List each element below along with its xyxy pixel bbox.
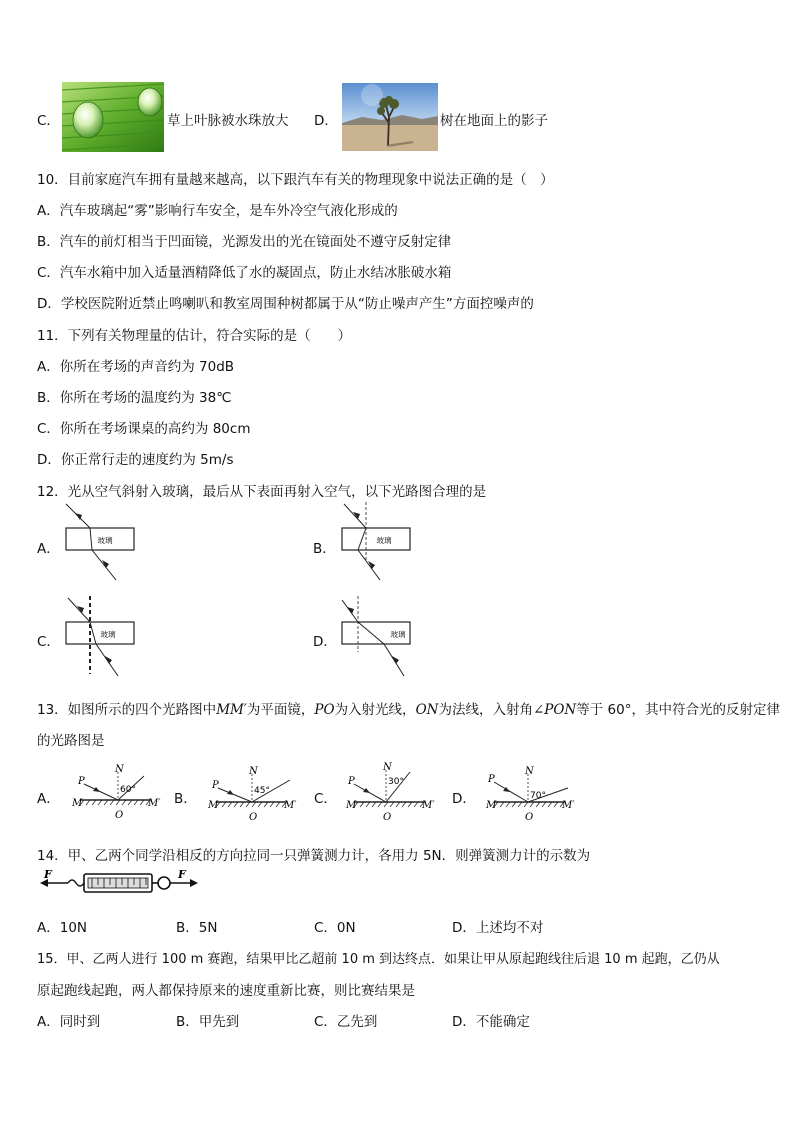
spring-scale-force-right: F [178, 868, 186, 881]
q13-option-b-letter: B． [174, 791, 197, 807]
q12-option-a-letter: A． [37, 541, 60, 557]
q13-c-label-m2: M′ [422, 800, 435, 811]
q13-normal-symbol: ON [415, 702, 439, 718]
q13-c-label-p: P [348, 776, 355, 787]
q15-option-a: A．同时到 [37, 1014, 101, 1030]
q13-stem-part1: 为平面镜， [246, 702, 315, 718]
q15-stem-line1: 15．甲、乙两人进行 100 m 赛跑，结果甲比乙超前 10 m 到达终点．如果让甲从原起跑线往后退 10 m 起跑，乙仍从 [37, 952, 720, 967]
q13-option-c-letter: C． [314, 791, 337, 807]
q15-stem-line2: 原起跑线起跑，两人都保持原来的速度重新比赛，则比赛结果是 [37, 983, 415, 999]
q15-option-c: C．乙先到 [314, 1014, 378, 1030]
q14-stem: 14．甲、乙两个同学沿相反的方向拉同一只弹簧测力计，各用力 5N．则弹簧测力计的示数为 [37, 848, 591, 864]
water-drop-leaf-photo [62, 82, 164, 152]
q13-b-label-n: N [249, 766, 258, 777]
q11-option-c: C．你所在考场课桌的高约为 80cm [37, 421, 251, 437]
q12-diagram-a [60, 500, 140, 586]
q13-a-label-p: P [78, 776, 85, 787]
q12-stem: 12．光从空气斜射入玻璃，最后从下表面再射入空气，以下光路图合理的是 [37, 484, 487, 500]
q13-option-d-letter: D． [452, 791, 476, 807]
q10-option-c: C．汽车水箱中加入适量酒精降低了水的凝固点，防止水结冰胀破水箱 [37, 265, 452, 281]
spring-scale-diagram [40, 868, 200, 898]
q11-option-d: D．你正常行走的速度约为 5m/s [37, 452, 234, 468]
q11-stem: 11．下列有关物理量的估计，符合实际的是（ ） [37, 328, 352, 344]
q11-option-b: B．你所在考场的温度约为 38℃ [37, 390, 232, 406]
q12-diagram-b [336, 500, 416, 586]
q12-a-glass-label: 玻璃 [97, 536, 113, 545]
q13-stem-part3: 为法线，入射角 [438, 702, 533, 718]
q13-d-label-m2: M′ [562, 800, 575, 811]
q14-option-d: D．上述均不对 [452, 920, 544, 936]
q13-a-angle: 60° [120, 785, 136, 795]
q13-angle-symbol: ∠PON [532, 702, 577, 718]
q13-stem-part2: 为入射光线， [334, 702, 416, 718]
q13-d-label-o: O [525, 812, 534, 823]
q9-option-d-letter: D． [314, 113, 338, 129]
q13-c-label-o: O [383, 812, 392, 823]
q13-diagram-d [484, 766, 579, 824]
q13-b-label-m2: M′ [284, 800, 297, 811]
q13-stem-prefix: 13．如图所示的四个光路图中 [37, 702, 217, 718]
q13-mirror-symbol: MM′ [216, 702, 247, 718]
q15-option-b: B．甲先到 [176, 1014, 240, 1030]
q13-a-label-o: O [115, 810, 124, 821]
tree-shadow-photo [342, 83, 438, 151]
q13-stem-line2: 的光路图是 [37, 733, 105, 749]
q10-option-b: B．汽车的前灯相当于凹面镜，光源发出的光在镜面处不遵守反射定律 [37, 234, 452, 250]
q13-b-angle: 45° [254, 786, 270, 796]
q10-option-d: D．学校医院附近禁止鸣喇叭和教室周围种树都属于从“防止噪声产生”方面控噪声的 [37, 296, 534, 312]
q12-option-d-letter: D． [313, 634, 337, 650]
q10-stem: 10．目前家庭汽车拥有量越来越高，以下跟汽车有关的物理现象中说法正确的是（ ） [37, 172, 554, 188]
q14-option-a: A．10N [37, 920, 88, 936]
q13-a-label-m: M [72, 798, 83, 809]
q9-option-d-caption: 树在地面上的影子 [440, 113, 548, 129]
spring-scale-force-left: F [44, 868, 52, 881]
q13-diagram-c [344, 764, 439, 824]
q14-option-b: B．5N [176, 920, 218, 936]
q13-a-label-m2: M′ [148, 798, 161, 809]
q12-c-glass-label: 玻璃 [100, 630, 116, 639]
q13-c-angle: 30° [388, 777, 404, 787]
q11-option-a: A．你所在考场的声音约为 70dB [37, 359, 235, 375]
q13-option-a-letter: A． [37, 791, 60, 807]
q13-stem-part4: 等于 60°，其中符合光的反射定律 [576, 702, 780, 718]
q12-b-glass-label: 玻璃 [376, 536, 392, 545]
q13-d-label-m: M [486, 800, 497, 811]
q12-option-b-letter: B． [313, 541, 336, 557]
q13-a-label-n: N [115, 764, 124, 775]
q10-option-a: A．汽车玻璃起“雾”影响行车安全，是车外冷空气液化形成的 [37, 203, 398, 219]
q13-b-label-p: P [212, 780, 219, 791]
q12-d-glass-label: 玻璃 [390, 630, 406, 639]
q13-diagram-b [206, 766, 301, 824]
q15-option-d: D．不能确定 [452, 1014, 530, 1030]
q13-b-label-o: O [249, 812, 258, 823]
q13-d-label-n: N [525, 766, 534, 777]
q13-incident-symbol: PO [314, 702, 335, 718]
q12-option-c-letter: C． [37, 634, 60, 650]
q13-diagram-a [70, 766, 165, 824]
q13-c-label-n: N [383, 762, 392, 773]
q13-b-label-m: M [208, 800, 219, 811]
q12-diagram-d [336, 594, 416, 680]
q13-d-label-p: P [488, 774, 495, 785]
q13-d-angle: 70° [530, 791, 546, 801]
q9-option-c-letter: C． [37, 113, 60, 129]
q13-c-label-m: M [346, 800, 357, 811]
q12-diagram-c [60, 594, 140, 680]
q14-option-c: C．0N [314, 920, 356, 936]
q9-option-c-caption: 草上叶脉被水珠放大 [167, 113, 289, 129]
